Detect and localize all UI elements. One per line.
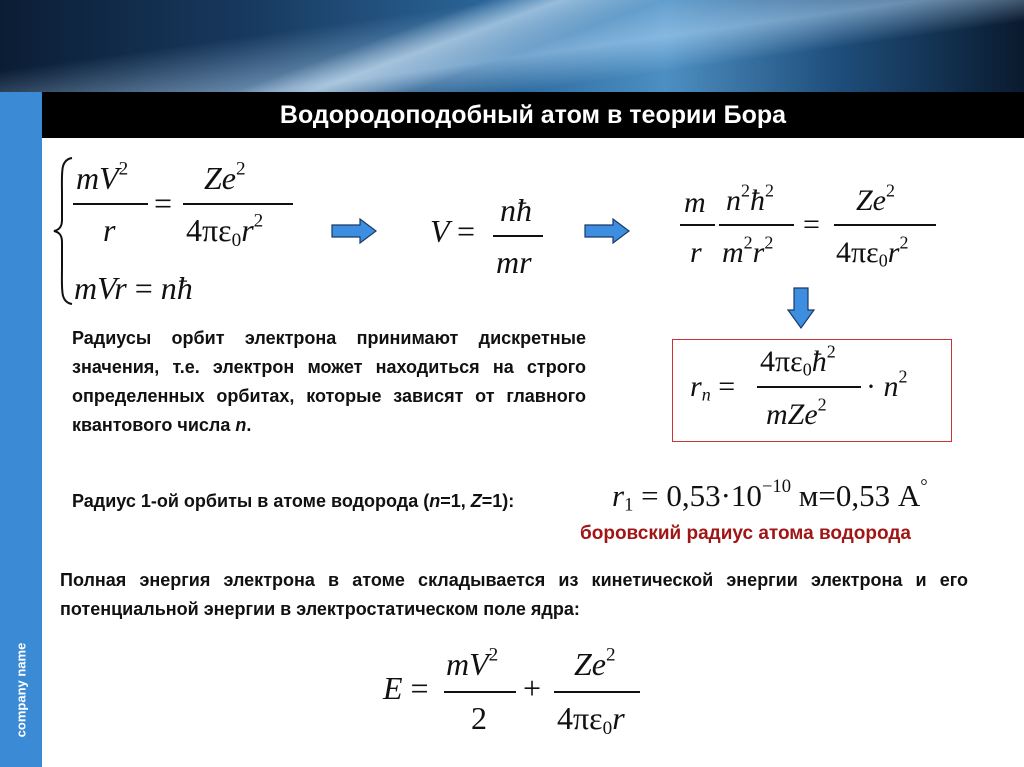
energy-paragraph: Полная энергия электрона в атоме складывается из кинетической энергии электрона и его потенциальной энергии в электростатическом поле ядра: bbox=[60, 570, 968, 619]
header-banner-image bbox=[0, 0, 1024, 92]
rn-numerator: $4\pi\varepsilon_0ħ^2$ bbox=[760, 341, 836, 380]
eq1-denominator-r: r bbox=[103, 212, 116, 248]
subst-m2r2: $m^2r^2$ bbox=[722, 232, 774, 269]
rn-n-squared: · $n^2$ bbox=[866, 366, 908, 403]
slide-title: Водородоподобный атом в теории Бора bbox=[279, 101, 787, 129]
first-orbit-paragraph: Радиус 1-ой орбиты в атоме водорода (n=1, Z=1): bbox=[72, 491, 515, 511]
eq1-equals: = bbox=[154, 185, 173, 221]
subst-coulomb-denominator: $4\pi\varepsilon_0r^2$ bbox=[836, 232, 909, 271]
radii-paragraph: Радиусы орбит электрона принимают дискретные значения, т.е. электрон может находиться на строго определенных орбитах, которые зависят от главного квантового числа n. bbox=[72, 328, 586, 435]
subst-bar-3 bbox=[834, 224, 936, 226]
energy-kinetic-numerator: $mV^2$ bbox=[446, 644, 499, 682]
arrow-right-icon bbox=[583, 218, 631, 244]
subst-ze2: Ze$^2$ bbox=[856, 180, 895, 217]
energy-bar-2 bbox=[554, 691, 640, 693]
rn-symbol: $r_n$ = bbox=[690, 370, 736, 405]
eq1-fraction-bar-left bbox=[73, 203, 148, 205]
company-name: company name bbox=[13, 642, 29, 738]
eq1-denominator-coulomb: $4\pi\varepsilon_0r^2$ bbox=[186, 210, 264, 251]
eq2-quantization: mVr = nħ bbox=[74, 270, 193, 306]
energy-bar-1 bbox=[444, 691, 516, 693]
eq1-numerator-mv2: $mV^2$ bbox=[76, 158, 129, 196]
energy-plus: + bbox=[523, 670, 542, 706]
velocity-V: V = bbox=[430, 213, 476, 249]
subst-r: r bbox=[690, 236, 702, 269]
velocity-numerator: nħ bbox=[500, 192, 532, 228]
velocity-denominator: mr bbox=[496, 244, 532, 280]
velocity-fraction-bar bbox=[493, 235, 543, 237]
rn-denominator: mZe$^2$ bbox=[766, 394, 827, 431]
bohr-radius-label: боровский радиус атома водорода bbox=[580, 523, 911, 544]
subst-n2h2: $n^2ħ^2$ bbox=[726, 180, 774, 217]
subst-bar-1 bbox=[680, 224, 715, 226]
eq1-fraction-bar-right bbox=[183, 203, 293, 205]
eq1-numerator-ze2: Ze$^2$ bbox=[204, 158, 246, 196]
energy-potential-numerator: Ze$^2$ bbox=[574, 644, 616, 682]
rn-fraction-bar bbox=[757, 386, 861, 388]
arrow-down-icon bbox=[786, 286, 816, 330]
subst-m: m bbox=[684, 186, 706, 219]
arrow-right-icon bbox=[330, 218, 378, 244]
energy-potential-denominator: $4\pi\varepsilon_0r$ bbox=[557, 700, 625, 739]
subst-equals: = bbox=[803, 208, 820, 241]
bohr-radius-formula: $r_1 = 0,53\cdot 10^{-10}$ м=0,53 А° bbox=[612, 476, 928, 516]
energy-kinetic-denominator: 2 bbox=[471, 700, 487, 736]
system-brace bbox=[52, 156, 74, 306]
energy-E: E = bbox=[383, 670, 429, 706]
subst-bar-2 bbox=[719, 224, 794, 226]
